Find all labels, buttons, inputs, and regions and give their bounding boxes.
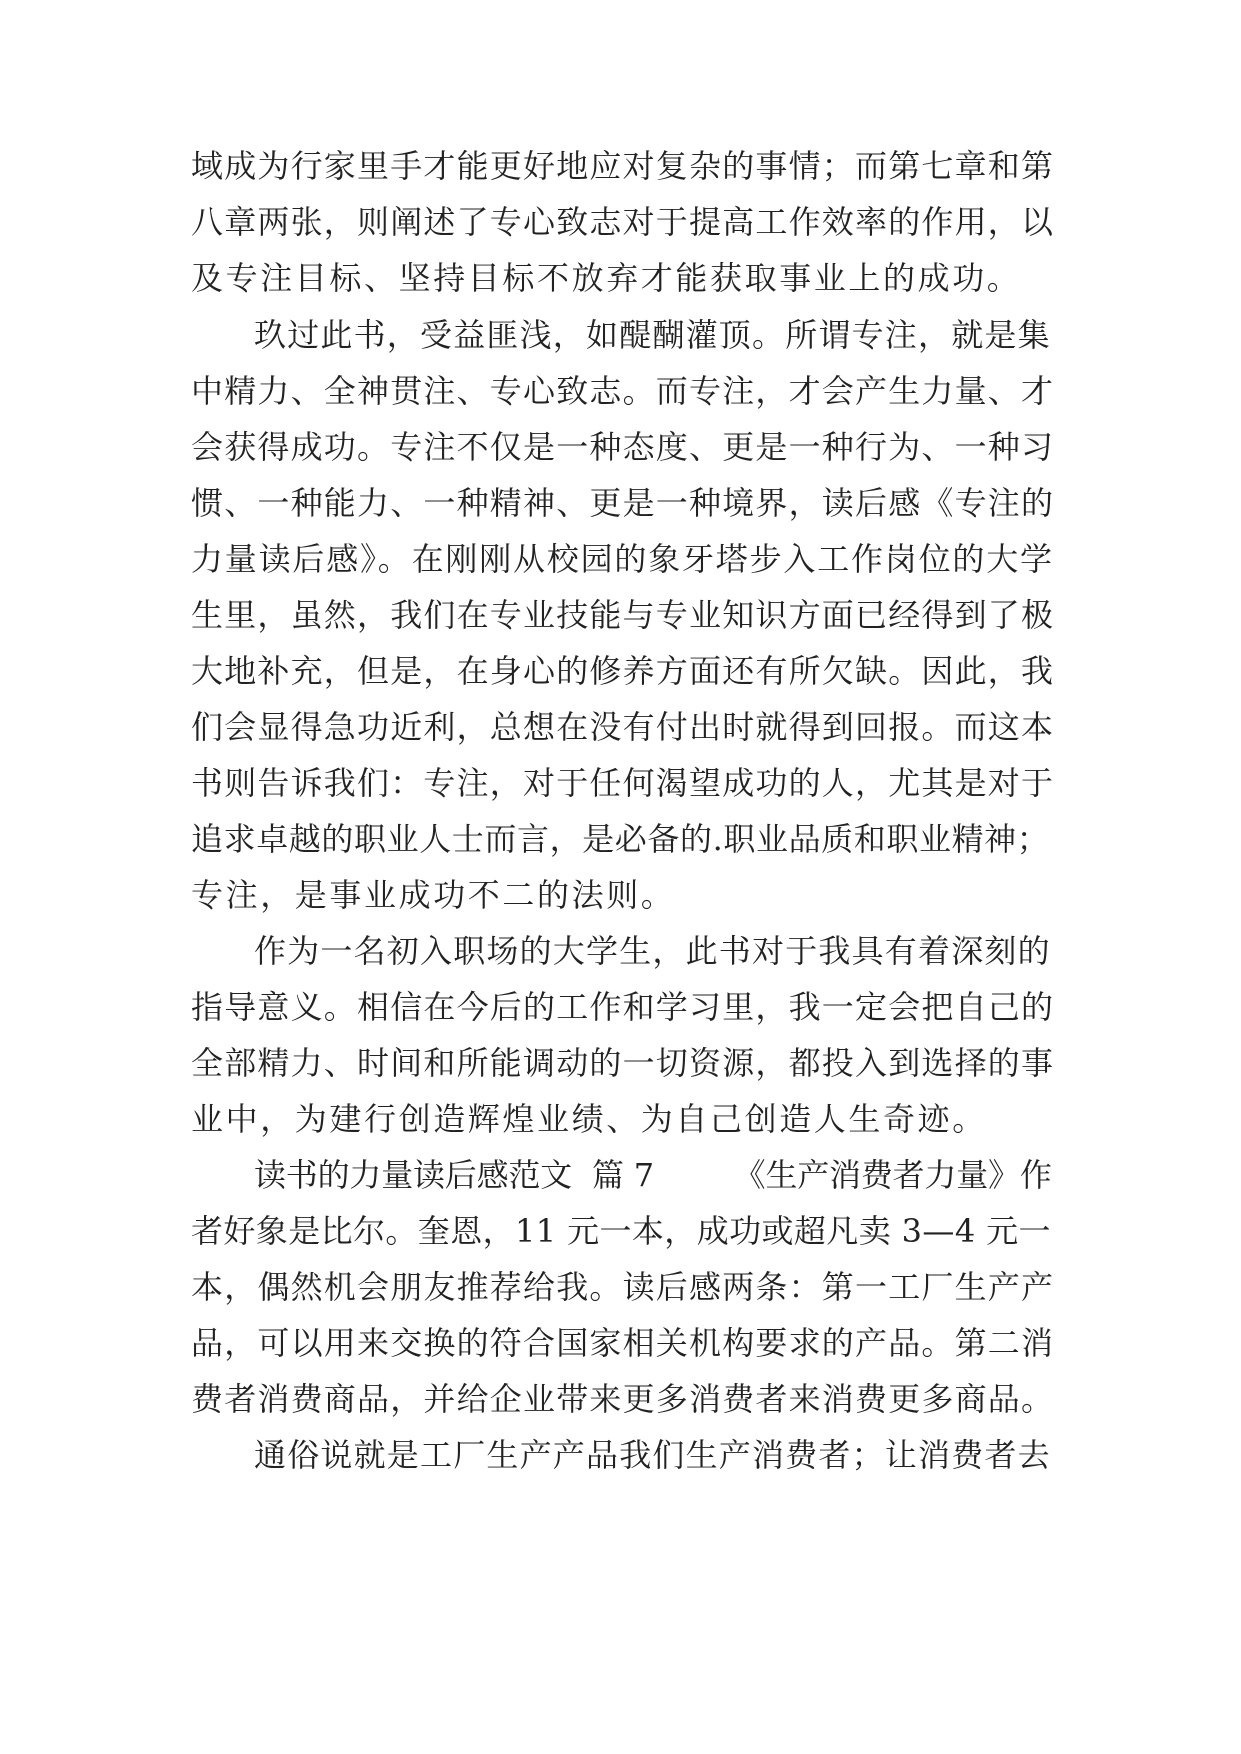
text-line: 域成为行家里手才能更好地应对复杂的事情；而第七章和第 [191,147,1055,185]
text-line: 会获得成功。专注不仅是一种态度、更是一种行为、一种习 [191,428,1055,466]
text-line: 全部精力、时间和所能调动的一切资源，都投入到选择的事 [191,1044,1055,1082]
paragraph-first-line: 通俗说就是工厂生产产品我们生产消费者；让消费者去 [254,1436,1051,1474]
text-line: 追求卓越的职业人士而言，是必备的.职业品质和职业精神； [191,820,1050,858]
text-line: 生里，虽然，我们在专业技能与专业知识方面已经得到了极 [191,596,1055,634]
text-line: 指导意义。相信在今后的工作和学习里，我一定会把自己的 [191,988,1055,1026]
text-line: 惯、一种能力、一种精神、更是一种境界，读后感《专注的 [191,484,1055,522]
text-line: 们会显得急功近利，总想在没有付出时就得到回报。而这本 [191,708,1055,746]
text-line: 中精力、全神贯注、专心致志。而专注，才会产生力量、才 [191,372,1055,410]
text-line: 品，可以用来交换的符合国家相关机构要求的产品。第二消 [191,1324,1055,1362]
text-line: 大地补充，但是，在身心的修养方面还有所欠缺。因此，我 [191,652,1055,690]
text-line: 力量读后感》。在刚刚从校园的象牙塔步入工作岗位的大学 [191,540,1054,578]
text-line: 者好象是比尔。奎恩，11 元一本，成功或超凡卖 3—4 元一 [191,1212,1051,1250]
text-line: 书则告诉我们：专注，对于任何渴望成功的人，尤其是对于 [191,764,1055,802]
text-line: 费者消费商品，并给企业带来更多消费者来消费更多商品。 [191,1380,1055,1418]
text-line: 业中，为建行创造辉煌业绩、为自己创造人生奇迹。 [191,1100,987,1138]
paragraph-first-line: 读书的力量读后感范文 篇 7 《生产消费者力量》作 [254,1156,1052,1194]
text-line: 专注，是事业成功不二的法则。 [191,876,676,914]
paragraph-first-line: 作为一名初入职场的大学生，此书对于我具有着深刻的 [254,932,1051,970]
text-line: 八章两张，则阐述了专心致志对于提高工作效率的作用，以 [191,203,1055,241]
paragraph-first-line: 玖过此书，受益匪浅，如醍醐灌顶。所谓专注，就是集 [254,316,1051,354]
text-line: 本，偶然机会朋友推荐给我。读后感两条：第一工厂生产产 [191,1268,1055,1306]
text-line: 及专注目标、坚持目标不放弃才能获取事业上的成功。 [191,259,1022,297]
